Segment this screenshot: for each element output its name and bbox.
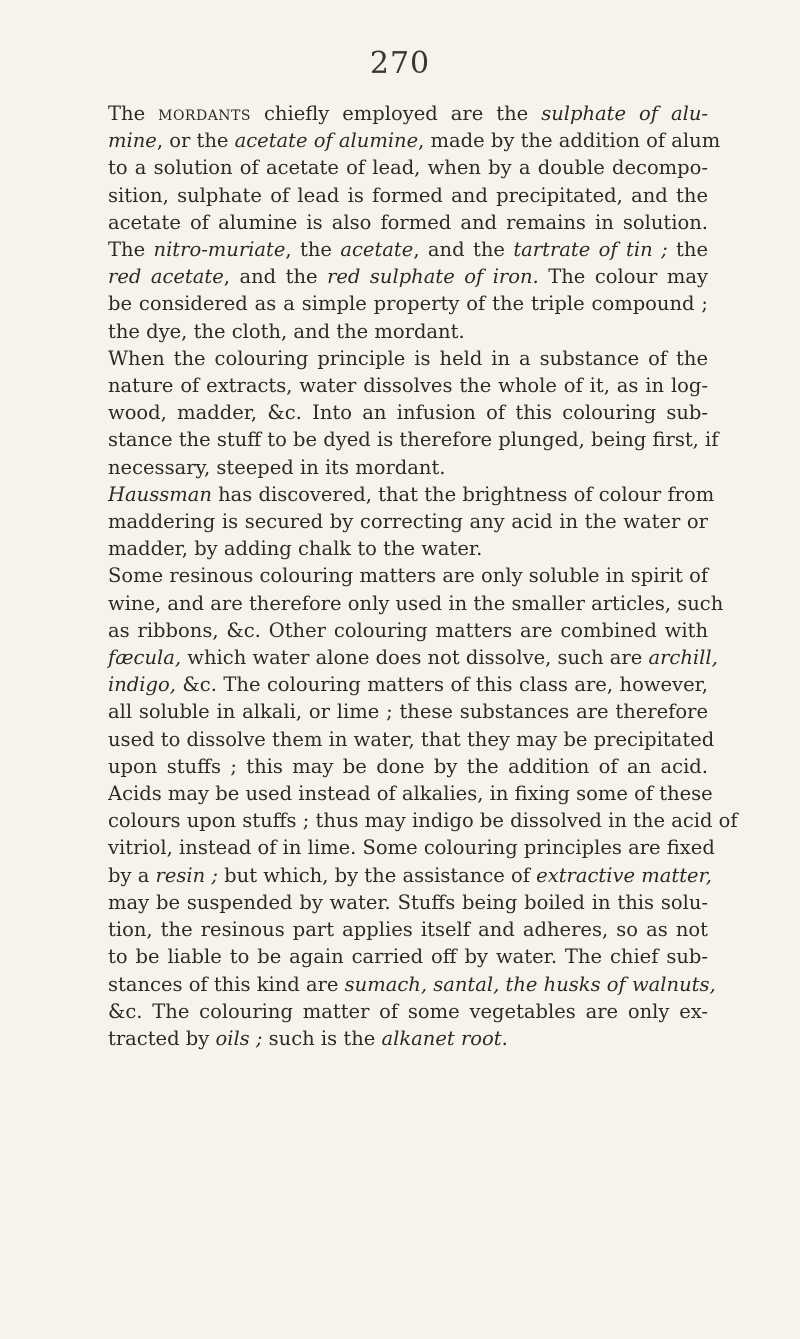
text-line <box>108 508 708 535</box>
text-line <box>108 236 708 263</box>
italic-run: alkanet root. <box>381 1026 508 1050</box>
paragraph <box>108 100 721 345</box>
italic-run: nitro-muriate <box>153 238 286 262</box>
text-line <box>108 698 708 725</box>
text-line <box>108 426 719 453</box>
text-run: , or the <box>156 129 235 153</box>
text-line <box>108 753 708 780</box>
text-line <box>108 916 708 943</box>
text-run: chiefly employed are the <box>250 102 542 125</box>
text-run: such is the <box>262 1026 382 1050</box>
text-line <box>108 399 708 426</box>
text-run: acetate of alumine is also formed and remains in solution. <box>108 210 708 234</box>
text-line <box>108 780 713 807</box>
text-run: as ribbons, &c. Other colouring matters are combined with <box>108 618 708 642</box>
italic-run: resin ; <box>155 863 218 887</box>
text-line <box>108 943 708 970</box>
text-line <box>108 726 715 753</box>
text-run: nature of extracts, water dissolves the whole of it, as in log- <box>108 374 708 398</box>
text-line <box>108 590 724 617</box>
text-run: maddering is secured by correcting any acid in the water or <box>108 510 708 534</box>
text-run: tion, the resinous part applies itself and adheres, so as not <box>108 918 708 942</box>
text-run: by a <box>108 863 156 887</box>
italic-run: oils ; <box>215 1026 263 1050</box>
text-run: madder, by adding chalk to the water. <box>108 537 483 561</box>
italic-run: sumach, santal, the husks of walnuts, <box>344 972 716 996</box>
italic-run: red sulphate of iron. <box>327 265 539 289</box>
text-run: necessary, steeped in its mordant. <box>108 455 446 479</box>
text-line <box>108 998 708 1025</box>
text-run: stances of this kind are <box>108 972 345 996</box>
italic-run: indigo, <box>108 673 176 697</box>
text-line <box>108 209 708 236</box>
text-line <box>108 345 708 372</box>
text-run: upon stuffs ; this may be done by the addition of an acid. <box>108 754 708 778</box>
text-line <box>108 154 708 181</box>
italic-run: extractive matter, <box>536 863 712 887</box>
text-run: , and the <box>223 265 328 289</box>
paragraph <box>108 481 715 563</box>
text-line <box>108 862 712 889</box>
text-run: &c. The colouring matters of this class are, however, <box>175 673 708 697</box>
text-line <box>108 127 721 154</box>
text-run: , made by the addition of alum <box>418 129 721 153</box>
text-run: be considered as a simple property of the triple compound ; <box>108 292 708 316</box>
text-line <box>108 617 708 644</box>
italic-run: tartrate of tin ; <box>513 238 668 262</box>
text-run: used to dissolve them in water, that they may be precipitated <box>108 727 715 751</box>
italic-run: Haussman <box>108 482 212 506</box>
text-run: vitriol, instead of in lime. Some colouring principles are fixed <box>108 836 715 860</box>
text-run: The colour may <box>538 265 708 289</box>
page-number: 270 <box>369 46 431 81</box>
text-line <box>108 100 708 127</box>
italic-run: acetate <box>340 238 414 262</box>
text-run: to be liable to be again carried off by water. The chief sub- <box>108 945 708 969</box>
text-line <box>108 644 718 671</box>
text-run: tracted by <box>108 1026 216 1050</box>
text-run: the dye, the cloth, and the mordant. <box>108 319 465 343</box>
text-line <box>108 290 708 317</box>
text-run: When the colouring principle is held in a substance of the <box>108 346 708 370</box>
body-text <box>108 100 738 1052</box>
text-line <box>108 889 708 916</box>
italic-run: fæcula, <box>108 646 182 670</box>
paragraph <box>108 345 719 481</box>
text-run: which water alone does not dissolve, such are <box>181 646 649 670</box>
text-line <box>108 834 715 861</box>
italic-run: archill, <box>648 646 718 670</box>
small-caps-run: mordants <box>158 102 251 125</box>
text-line <box>108 182 708 209</box>
text-line <box>108 1025 708 1052</box>
text-run: the <box>667 238 708 262</box>
text-run: all soluble in alkali, or lime ; these substances are therefore <box>108 700 708 724</box>
text-line <box>108 535 708 562</box>
text-line <box>108 562 708 589</box>
text-run: Acids may be used instead of alkalies, in fixing some of these <box>108 782 713 806</box>
text-run: has discovered, that the brightness of colour from <box>211 482 715 506</box>
text-run: The <box>108 102 159 125</box>
text-line <box>108 481 715 508</box>
text-run: Some resinous colouring matters are only soluble in spirit of <box>108 564 709 588</box>
text-line <box>108 971 716 998</box>
text-run: , the <box>285 238 341 262</box>
text-line <box>108 671 708 698</box>
text-line <box>108 807 738 834</box>
text-run: wine, and are therefore only used in the smaller articles, such <box>108 591 724 615</box>
text-run: sition, sulphate of lead is formed and precipitated, and the <box>108 183 708 207</box>
text-line <box>108 318 708 345</box>
italic-run: acetate of alumine <box>234 129 419 153</box>
text-line <box>108 372 708 399</box>
text-run: , and the <box>413 238 514 262</box>
text-run: to a solution of acetate of lead, when by a double decompo- <box>108 156 708 180</box>
text-run: The <box>108 238 154 262</box>
text-run: stance the stuff to be dyed is therefore plunged, being first, if <box>108 428 719 452</box>
text-run: colours upon stuffs ; thus may indigo be dissolved in the acid of <box>108 809 738 833</box>
text-run: may be suspended by water. Stuffs being boiled in this solu- <box>108 890 708 914</box>
italic-run: sulphate of alu- <box>541 102 708 125</box>
text-line <box>108 263 708 290</box>
text-run: but which, by the assistance of <box>217 863 537 887</box>
italic-run: red acetate <box>108 265 224 289</box>
paragraph <box>108 562 738 1052</box>
text-run: &c. The colouring matter of some vegetables are only ex- <box>108 999 708 1023</box>
text-line <box>108 454 708 481</box>
text-run: wood, madder, &c. Into an infusion of this colouring sub- <box>108 401 708 425</box>
italic-run: mine <box>108 129 157 153</box>
